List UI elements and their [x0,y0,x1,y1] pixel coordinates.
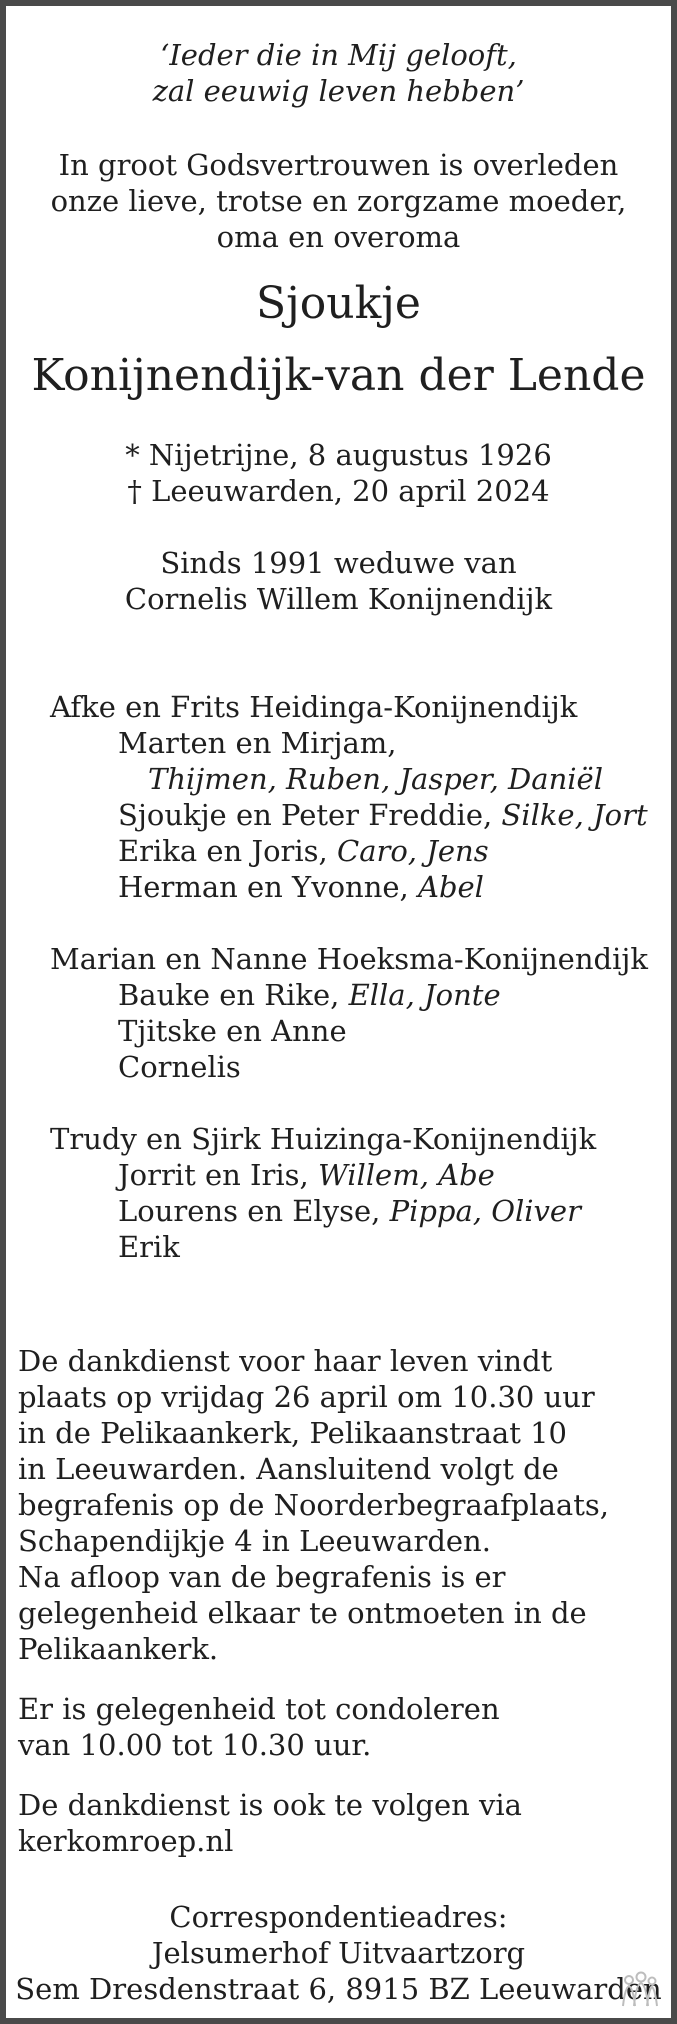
service-line: in de Pelikaankerk, Pelikaanstraat 10 [18,1416,567,1450]
member-children: Pippa, Oliver [389,1194,581,1228]
condolence-line-1: Er is gelegenheid tot condoleren [18,1692,500,1726]
condolence-line-2: van 10.00 tot 10.30 uur. [18,1728,372,1762]
family-member-row [118,1050,241,1084]
family-member-row [118,834,489,868]
widow-line-1: Sinds 1991 weduwe van [160,546,517,580]
family-head: Afke en Frits Heidinga-Konijnendijk [50,690,578,724]
intro-line-3: oma en overoma [216,220,461,254]
service-line: Schapendijkje 4 in Leeuwarden. [18,1524,491,1558]
family-member-row [118,978,501,1012]
service-line: De dankdienst voor haar leven vindt [18,1344,553,1378]
member-children: Caro, Jens [337,834,489,868]
family-member-row [118,1194,581,1228]
member-names: Herman en Yvonne, [118,870,418,904]
verse-line-2: zal eeuwig leven hebben’ [152,74,525,108]
member-children: Willem, Abe [317,1158,495,1192]
member-names: Lourens en Elyse, [118,1194,390,1228]
service-line: begrafenis op de Noorderbegraafplaats, [18,1488,609,1522]
widow-line-2: Cornelis Willem Konijnendijk [124,582,553,616]
service-line: Pelikaankerk. [18,1632,219,1666]
family-head: Trudy en Sjirk Huizinga-Konijnendijk [50,1122,597,1156]
family-head: Marian en Nanne Hoeksma-Konijnendijk [50,942,648,976]
family-member-row [118,1230,180,1264]
intro-line-2: onze lieve, trotse en zorgzame moeder, [50,184,627,218]
intro-line-1: In groot Godsvertrouwen is overleden [58,148,619,182]
service-line: plaats op vrijdag 26 april om 10.30 uur [18,1380,595,1414]
family-member-row [118,870,484,904]
member-names: Bauke en Rike, [118,978,349,1012]
service-line: Na afloop van de begrafenis is er [18,1560,506,1594]
member-children: Thijmen, Ruben, Jasper, Daniël [148,762,603,796]
verse-line-1: ‘Ieder die in Mij gelooft, [160,38,517,72]
correspondence-org: Jelsumerhof Uitvaartzorg [151,1936,526,1970]
service-line: gelegenheid elkaar te ontmoeten in de [18,1596,587,1630]
member-names: Cornelis [118,1050,241,1084]
deceased-first-name: Sjoukje [256,278,421,329]
member-children: Ella, Jonte [348,978,501,1012]
member-children: Abel [418,870,484,904]
member-names: Sjoukje en Peter Freddie, [118,798,502,832]
online-line-2: kerkomroep.nl [18,1824,234,1858]
family-member-row [148,762,603,796]
member-names: Tjitske en Anne [118,1014,347,1048]
birth-line: * Nijetrijne, 8 augustus 1926 [125,438,552,472]
member-names: Marten en Mirjam, [118,726,397,760]
deceased-surname: Konijnendijk-van der Lende [31,350,646,401]
member-names: Erika en Joris, [118,834,337,868]
correspondence-address: Sem Dresdenstraat 6, 8915 BZ Leeuwarden [15,1972,662,2006]
member-names: Erik [118,1230,180,1264]
family-member-row [118,798,648,832]
family-member-row [118,1158,495,1192]
death-line: † Leeuwarden, 20 april 2024 [127,474,550,508]
online-line-1: De dankdienst is ook te volgen via [18,1788,522,1822]
family-figures-icon [617,1970,661,2010]
correspondence-label: Correspondentieadres: [169,1900,508,1934]
member-names: Jorrit en Iris, [118,1158,318,1192]
family-member-row [118,1014,347,1048]
member-children: Silke, Jort [501,798,648,832]
service-line: in Leeuwarden. Aansluitend volgt de [18,1452,559,1486]
family-member-row [118,726,396,760]
